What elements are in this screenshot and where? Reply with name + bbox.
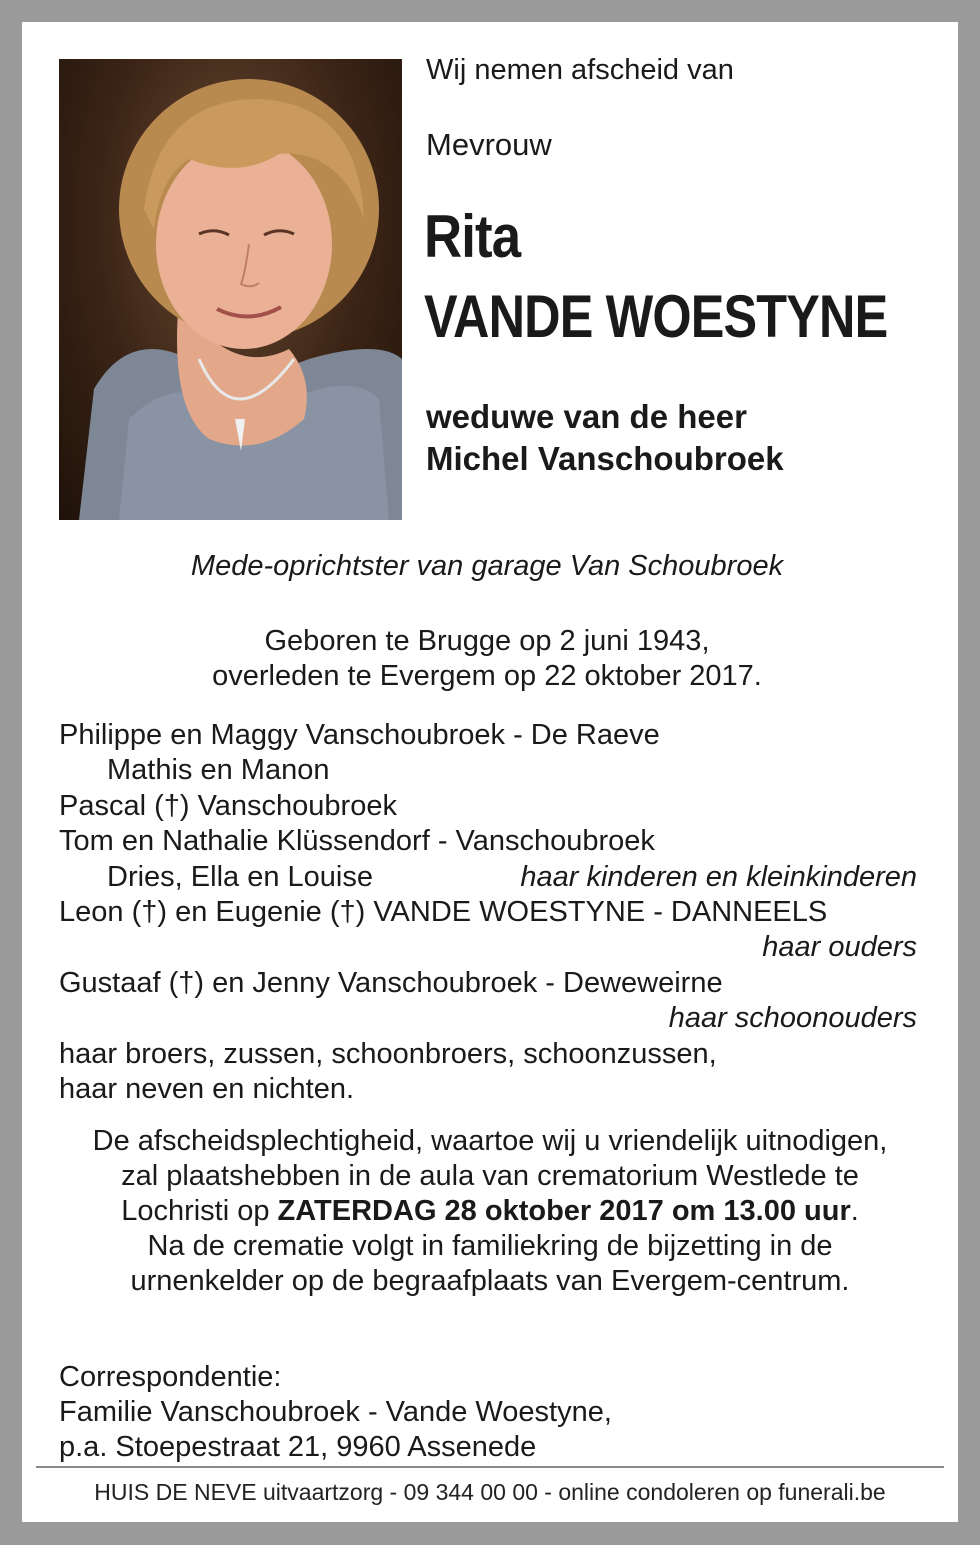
- deceased-last-name: VANDE WOESTYNE: [424, 283, 888, 350]
- family-text: Mathis en Manon: [107, 754, 330, 787]
- family-line: [59, 860, 917, 895]
- family-text: Philippe en Maggy Vanschoubroek - De Raeve: [59, 719, 660, 751]
- obituary-card: [22, 22, 958, 1522]
- family-line: [59, 966, 917, 1001]
- family-list: [59, 718, 917, 1107]
- family-text: Dries, Ella en Louise: [107, 860, 373, 893]
- family-text: Tom en Nathalie Klüssendorf - Vanschoubroek: [59, 825, 655, 858]
- deceased-first-name: Rita: [424, 203, 521, 270]
- family-line: [59, 718, 917, 753]
- ceremony-text: .: [850, 1195, 859, 1227]
- ceremony-line: Na de crematie volgt in familiekring de bijzetting in de: [147, 1230, 833, 1262]
- family-line: [59, 753, 917, 788]
- ceremony-info: [22, 1124, 958, 1299]
- correspondence-heading: Correspondentie:: [59, 1361, 282, 1393]
- funeral-home-footer: HUIS DE NEVE uitvaartzorg - 09 344 00 00 - online condoleren op funerali.be: [94, 1479, 886, 1505]
- honorific: Mevrouw: [426, 127, 552, 162]
- spouse-line-1: weduwe van de heer: [426, 398, 747, 435]
- relation-label: haar ouders: [762, 931, 917, 964]
- family-line: [59, 1072, 917, 1107]
- family-line: [59, 1037, 917, 1072]
- family-line: [59, 895, 917, 930]
- correspondence-address: p.a. Stoepestraat 21, 9960 Assenede: [59, 1431, 537, 1463]
- family-line: [59, 789, 917, 824]
- ceremony-date-line: [22, 1194, 958, 1229]
- ceremony-line: De afscheidsplechtigheid, waartoe wij u vriendelijk uitnodigen,: [92, 1125, 888, 1157]
- relation-label: haar schoonouders: [668, 1002, 917, 1035]
- family-line: [59, 1001, 917, 1036]
- portrait-photo: [59, 59, 402, 520]
- family-line: [59, 824, 917, 859]
- family-text: Gustaaf (†) en Jenny Vanschoubroek - Deweweirne: [59, 966, 723, 999]
- family-text: Leon (†) en Eugenie (†) VANDE WOESTYNE - DANNEELS: [59, 895, 828, 928]
- born-line: Geboren te Brugge op 2 juni 1943,: [264, 625, 710, 657]
- tagline: Mede-oprichtster van garage Van Schoubroek: [190, 550, 784, 582]
- correspondence-name: Familie Vanschoubroek - Vande Woestyne,: [59, 1396, 612, 1428]
- ceremony-text: Lochristi op: [121, 1195, 278, 1227]
- family-text: Pascal (†) Vanschoubroek: [59, 789, 397, 822]
- family-text: haar broers, zussen, schoonbroers, schoonzussen,: [59, 1037, 717, 1070]
- family-line: [59, 930, 917, 965]
- ceremony-line: zal plaatshebben in de aula van crematorium Westlede te: [121, 1160, 859, 1192]
- ceremony-line: urnenkelder op de begraafplaats van Evergem-centrum.: [130, 1265, 850, 1297]
- spouse-line-2: Michel Vanschoubroek: [426, 440, 784, 477]
- portrait-illustration: [59, 59, 402, 520]
- footer-divider: [36, 1466, 944, 1468]
- spouse-info: [426, 396, 784, 480]
- correspondence: [59, 1360, 612, 1465]
- life-dates: [22, 624, 952, 694]
- intro-text: Wij nemen afscheid van: [426, 54, 734, 86]
- ceremony-datetime: ZATERDAG 28 oktober 2017 om 13.00 uur: [277, 1195, 851, 1227]
- relation-label: haar kinderen en kleinkinderen: [520, 860, 917, 893]
- family-text: haar neven en nichten.: [59, 1072, 355, 1105]
- died-line: overleden te Evergem op 22 oktober 2017.: [212, 660, 762, 692]
